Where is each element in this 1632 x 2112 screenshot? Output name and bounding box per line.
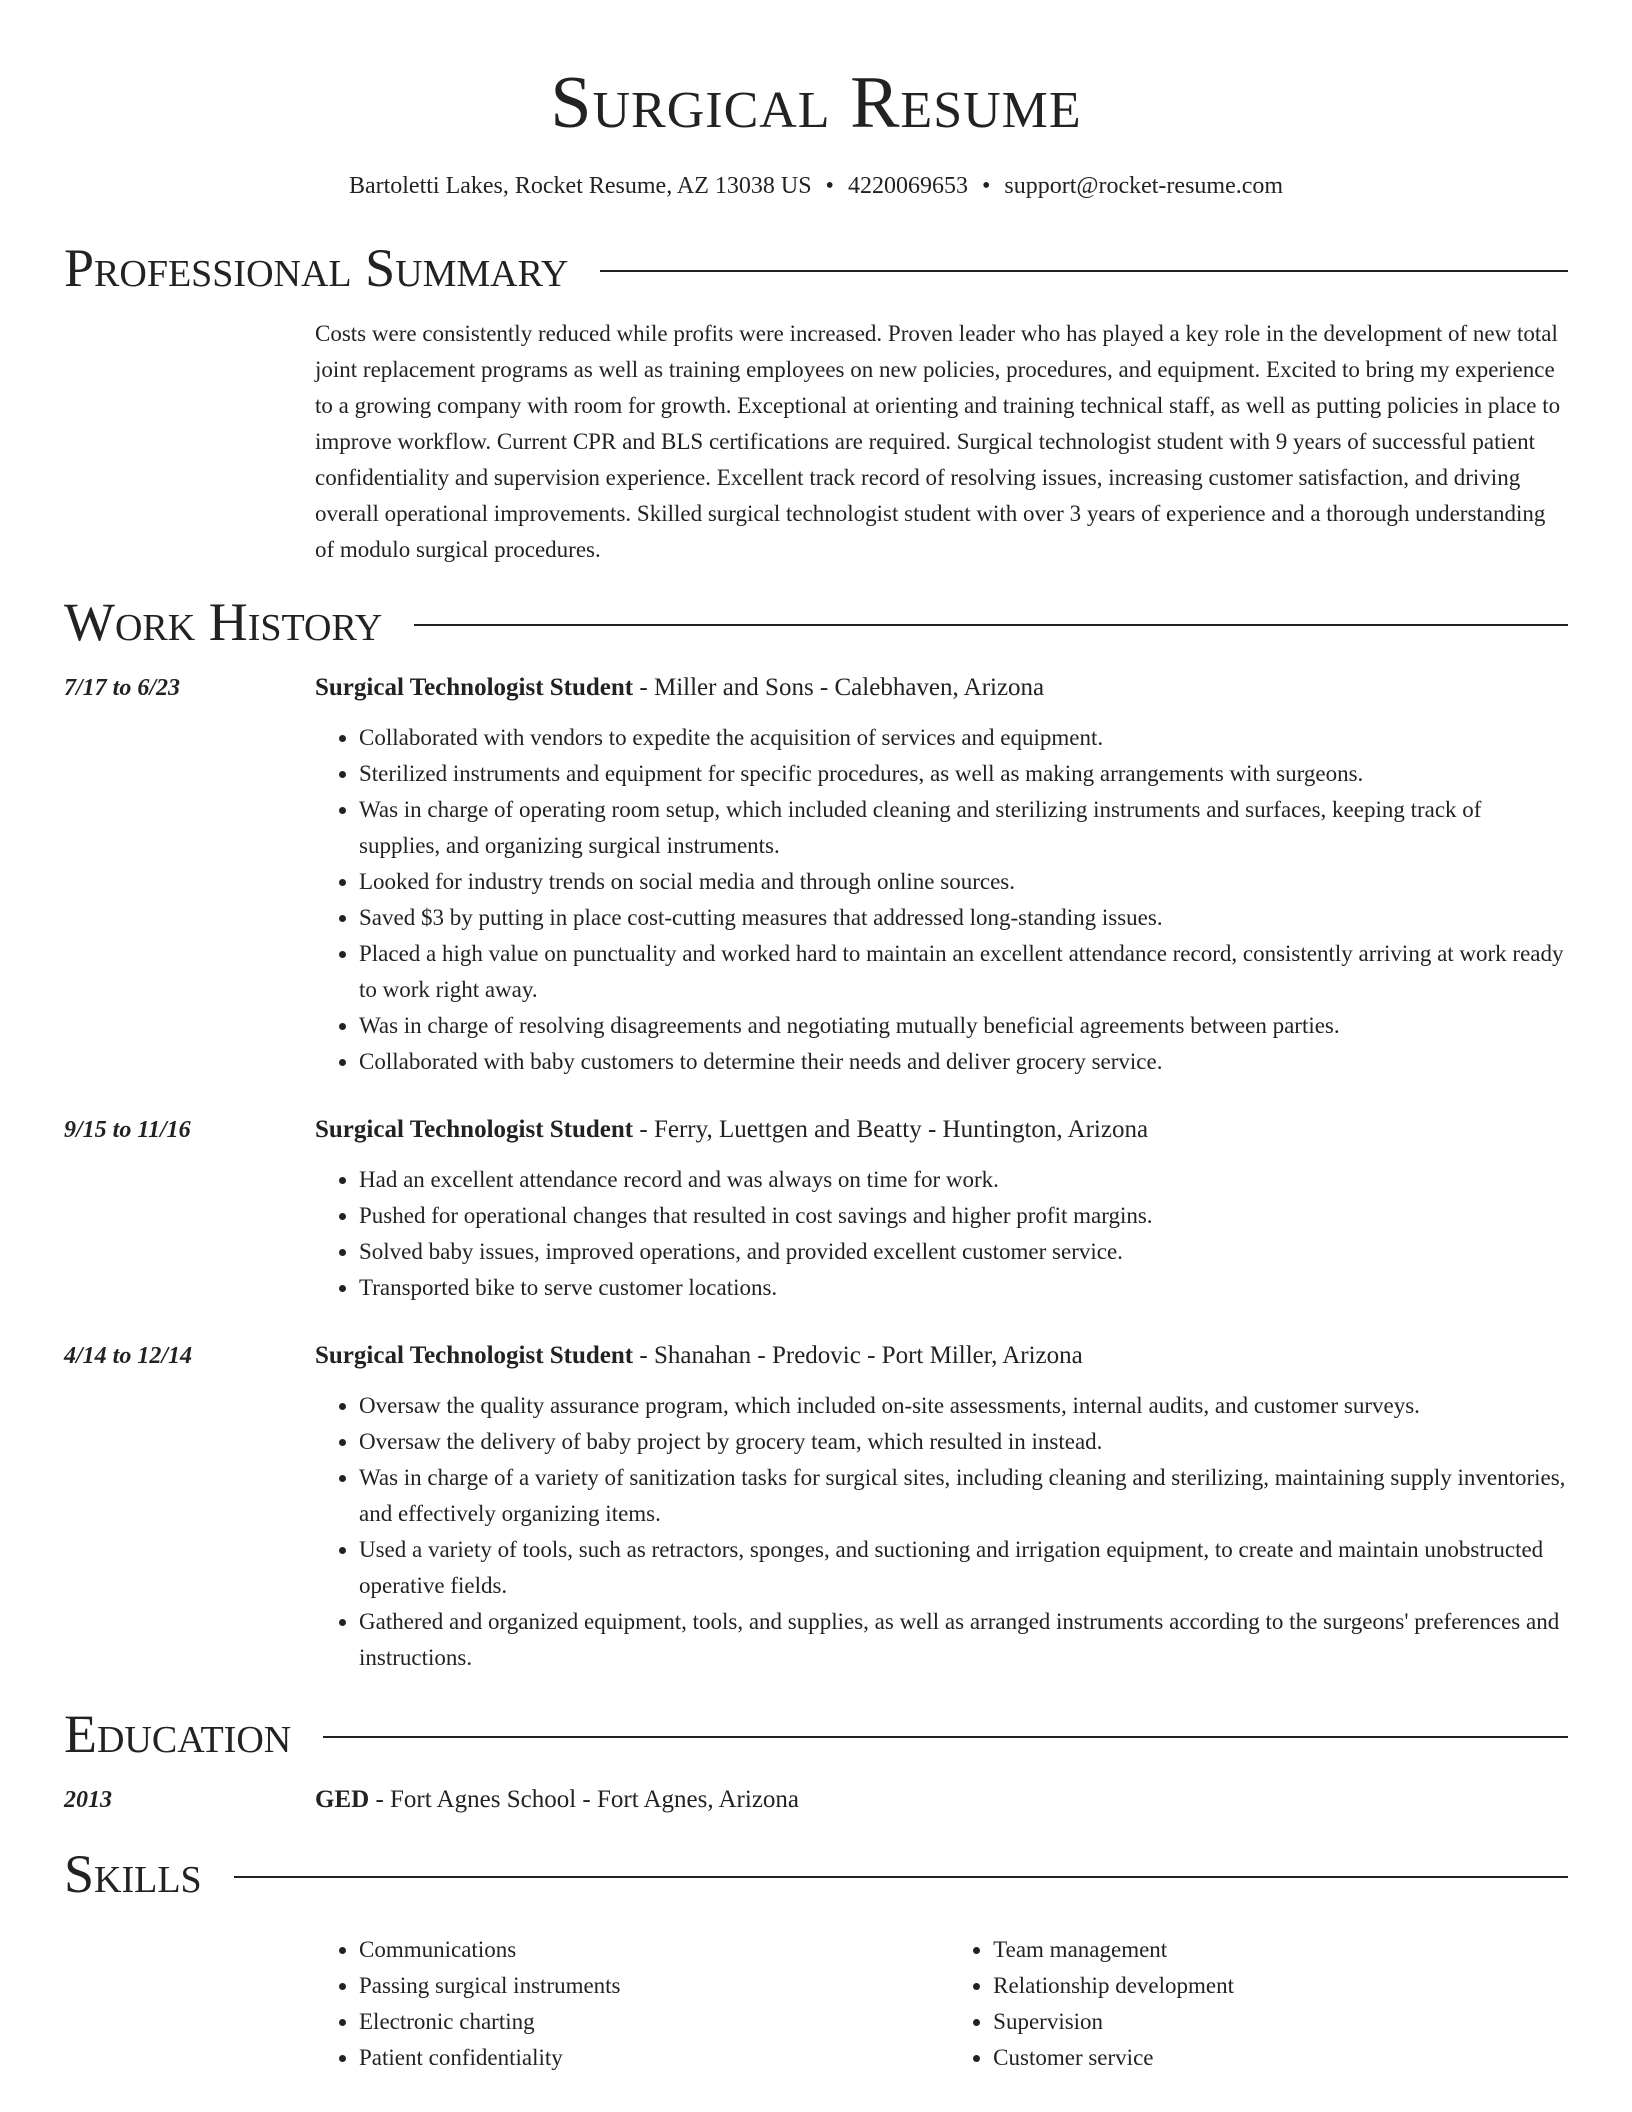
skills-heading: Skills — [64, 1844, 202, 1904]
skill-item: • Team management — [993, 1932, 1568, 1968]
job-title-line — [315, 1114, 1568, 1146]
skill-item: • Relationship development — [993, 1968, 1568, 2004]
work-section-header — [64, 590, 1568, 654]
section-divider — [323, 1736, 1568, 1738]
job-bullet: • Was in charge of resolving disagreements and negotiating mutually beneficial agreements between parties. — [359, 1008, 1568, 1044]
job-details: - Miller and Sons - Calebhaven, Arizona — [633, 674, 1045, 701]
job-bullet: • Oversaw the delivery of baby project by grocery team, which resulted in instead. — [359, 1424, 1568, 1460]
education-section-header — [64, 1702, 1568, 1766]
skill-item: • Supervision — [993, 2004, 1568, 2040]
skills-list-left — [315, 1932, 949, 2076]
job-dates: 7/17 to 6/23 — [64, 675, 181, 701]
work-heading: Work History — [64, 592, 383, 652]
job-entry — [64, 1114, 1568, 1306]
job-bullet: • Saved $3 by putting in place cost-cutting measures that addressed long-standing issues. — [359, 900, 1568, 936]
section-divider — [414, 624, 1568, 626]
summary-row — [64, 300, 1568, 568]
education-line — [315, 1784, 1568, 1816]
education-entry — [64, 1784, 1568, 1816]
contact-separator: • — [981, 173, 991, 199]
job-bullet: • Collaborated with vendors to expedite the acquisition of services and equipment. — [359, 720, 1568, 756]
skill-item: • Communications — [359, 1932, 949, 1968]
job-details: - Shanahan - Predovic - Port Miller, Arizona — [633, 1342, 1083, 1369]
summary-heading: Professional Summary — [64, 238, 569, 298]
skill-item: • Customer service — [993, 2040, 1568, 2076]
contact-email: support@rocket-resume.com — [1004, 173, 1284, 199]
contact-address: Bartoletti Lakes, Rocket Resume, AZ 13038 US — [348, 173, 812, 199]
contact-line — [64, 170, 1568, 202]
job-details: - Ferry, Luettgen and Beatty - Huntington, Arizona — [633, 1116, 1149, 1143]
job-dates: 9/15 to 11/16 — [64, 1117, 191, 1143]
job-title: Surgical Technologist Student — [315, 674, 634, 701]
job-bullet: • Oversaw the quality assurance program, which included on-site assessments, internal audits, and customer surveys. — [359, 1388, 1568, 1424]
contact-separator: • — [825, 173, 834, 199]
job-entry — [64, 1340, 1568, 1676]
job-entry — [64, 672, 1568, 1080]
resume-page — [64, 0, 1568, 2076]
education-degree: GED — [315, 1786, 370, 1813]
job-bullets — [315, 720, 1568, 1080]
summary-text: Costs were consistently reduced while profits were increased. Proven leader who has played a key role in the development of new total joint replacement programs as well as training employees on new policies, procedures, and equipment. Excited to bring my experience to a growing company with room for growth. Exceptional at orienting and training technical staff, as well as putting policies in place to improve workflow. Current CPR and BLS certifications are required. Surgical technologist student with 9 years of successful patient confidentiality and supervision experience. Excellent track record of resolving issues, increasing customer satisfaction, and driving overall operational improvements. Skilled surgical technologist student with over 3 years of experience and a thorough understanding of modulo surgical procedures. — [315, 321, 1561, 562]
job-bullet: • Had an excellent attendance record and was always on time for work. — [359, 1162, 1568, 1198]
skill-item: • Passing surgical instruments — [359, 1968, 949, 2004]
job-bullet: • Pushed for operational changes that resulted in cost savings and higher profit margins. — [359, 1198, 1568, 1234]
section-divider — [600, 270, 1568, 272]
education-heading: Education — [64, 1704, 292, 1764]
job-title: Surgical Technologist Student — [315, 1342, 634, 1369]
contact-phone: 4220069653 — [847, 173, 968, 199]
job-bullet: • Gathered and organized equipment, tools, and supplies, as well as arranged instruments according to the surgeons' preferences and instructions. — [359, 1604, 1568, 1676]
section-divider — [234, 1876, 1568, 1878]
skills-grid — [64, 1932, 1568, 2076]
job-title-line — [315, 672, 1568, 704]
job-bullet: • Was in charge of operating room setup, which included cleaning and sterilizing instruments and surfaces, keeping track of supplies, and organizing surgical instruments. — [359, 792, 1568, 864]
education-details: - Fort Agnes School - Fort Agnes, Arizona — [369, 1786, 800, 1813]
skill-item: • Patient confidentiality — [359, 2040, 949, 2076]
skill-item: • Electronic charting — [359, 2004, 949, 2040]
job-bullet: • Solved baby issues, improved operations, and provided excellent customer service. — [359, 1234, 1568, 1270]
job-dates: 4/14 to 12/14 — [64, 1343, 193, 1369]
job-title: Surgical Technologist Student — [315, 1116, 634, 1143]
job-bullet: • Was in charge of a variety of sanitization tasks for surgical sites, including cleaning and sterilizing, maintaining supply inventories, and effectively organizing items. — [359, 1460, 1568, 1532]
job-bullet: • Sterilized instruments and equipment for specific procedures, as well as making arrangements with surgeons. — [359, 756, 1568, 792]
job-bullet: • Transported bike to serve customer locations. — [359, 1270, 1568, 1306]
resume-name: Surgical Resume — [550, 62, 1082, 144]
job-bullet: • Looked for industry trends on social media and through online sources. — [359, 864, 1568, 900]
job-bullets — [315, 1388, 1568, 1676]
job-bullet: • Collaborated with baby customers to determine their needs and deliver grocery service. — [359, 1044, 1568, 1080]
job-bullet: • Used a variety of tools, such as retractors, sponges, and suctioning and irrigation equipment, to create and maintain unobstructed operative fields. — [359, 1532, 1568, 1604]
job-title-line — [315, 1340, 1568, 1372]
summary-section-header — [64, 236, 1568, 300]
job-bullet: • Placed a high value on punctuality and worked hard to maintain an excellent attendance record, consistently arriving at work ready to work right away. — [359, 936, 1568, 1008]
skills-list-right — [949, 1932, 1568, 2076]
skills-section-header — [64, 1842, 1568, 1906]
education-year: 2013 — [64, 1787, 112, 1813]
job-bullets — [315, 1162, 1568, 1306]
